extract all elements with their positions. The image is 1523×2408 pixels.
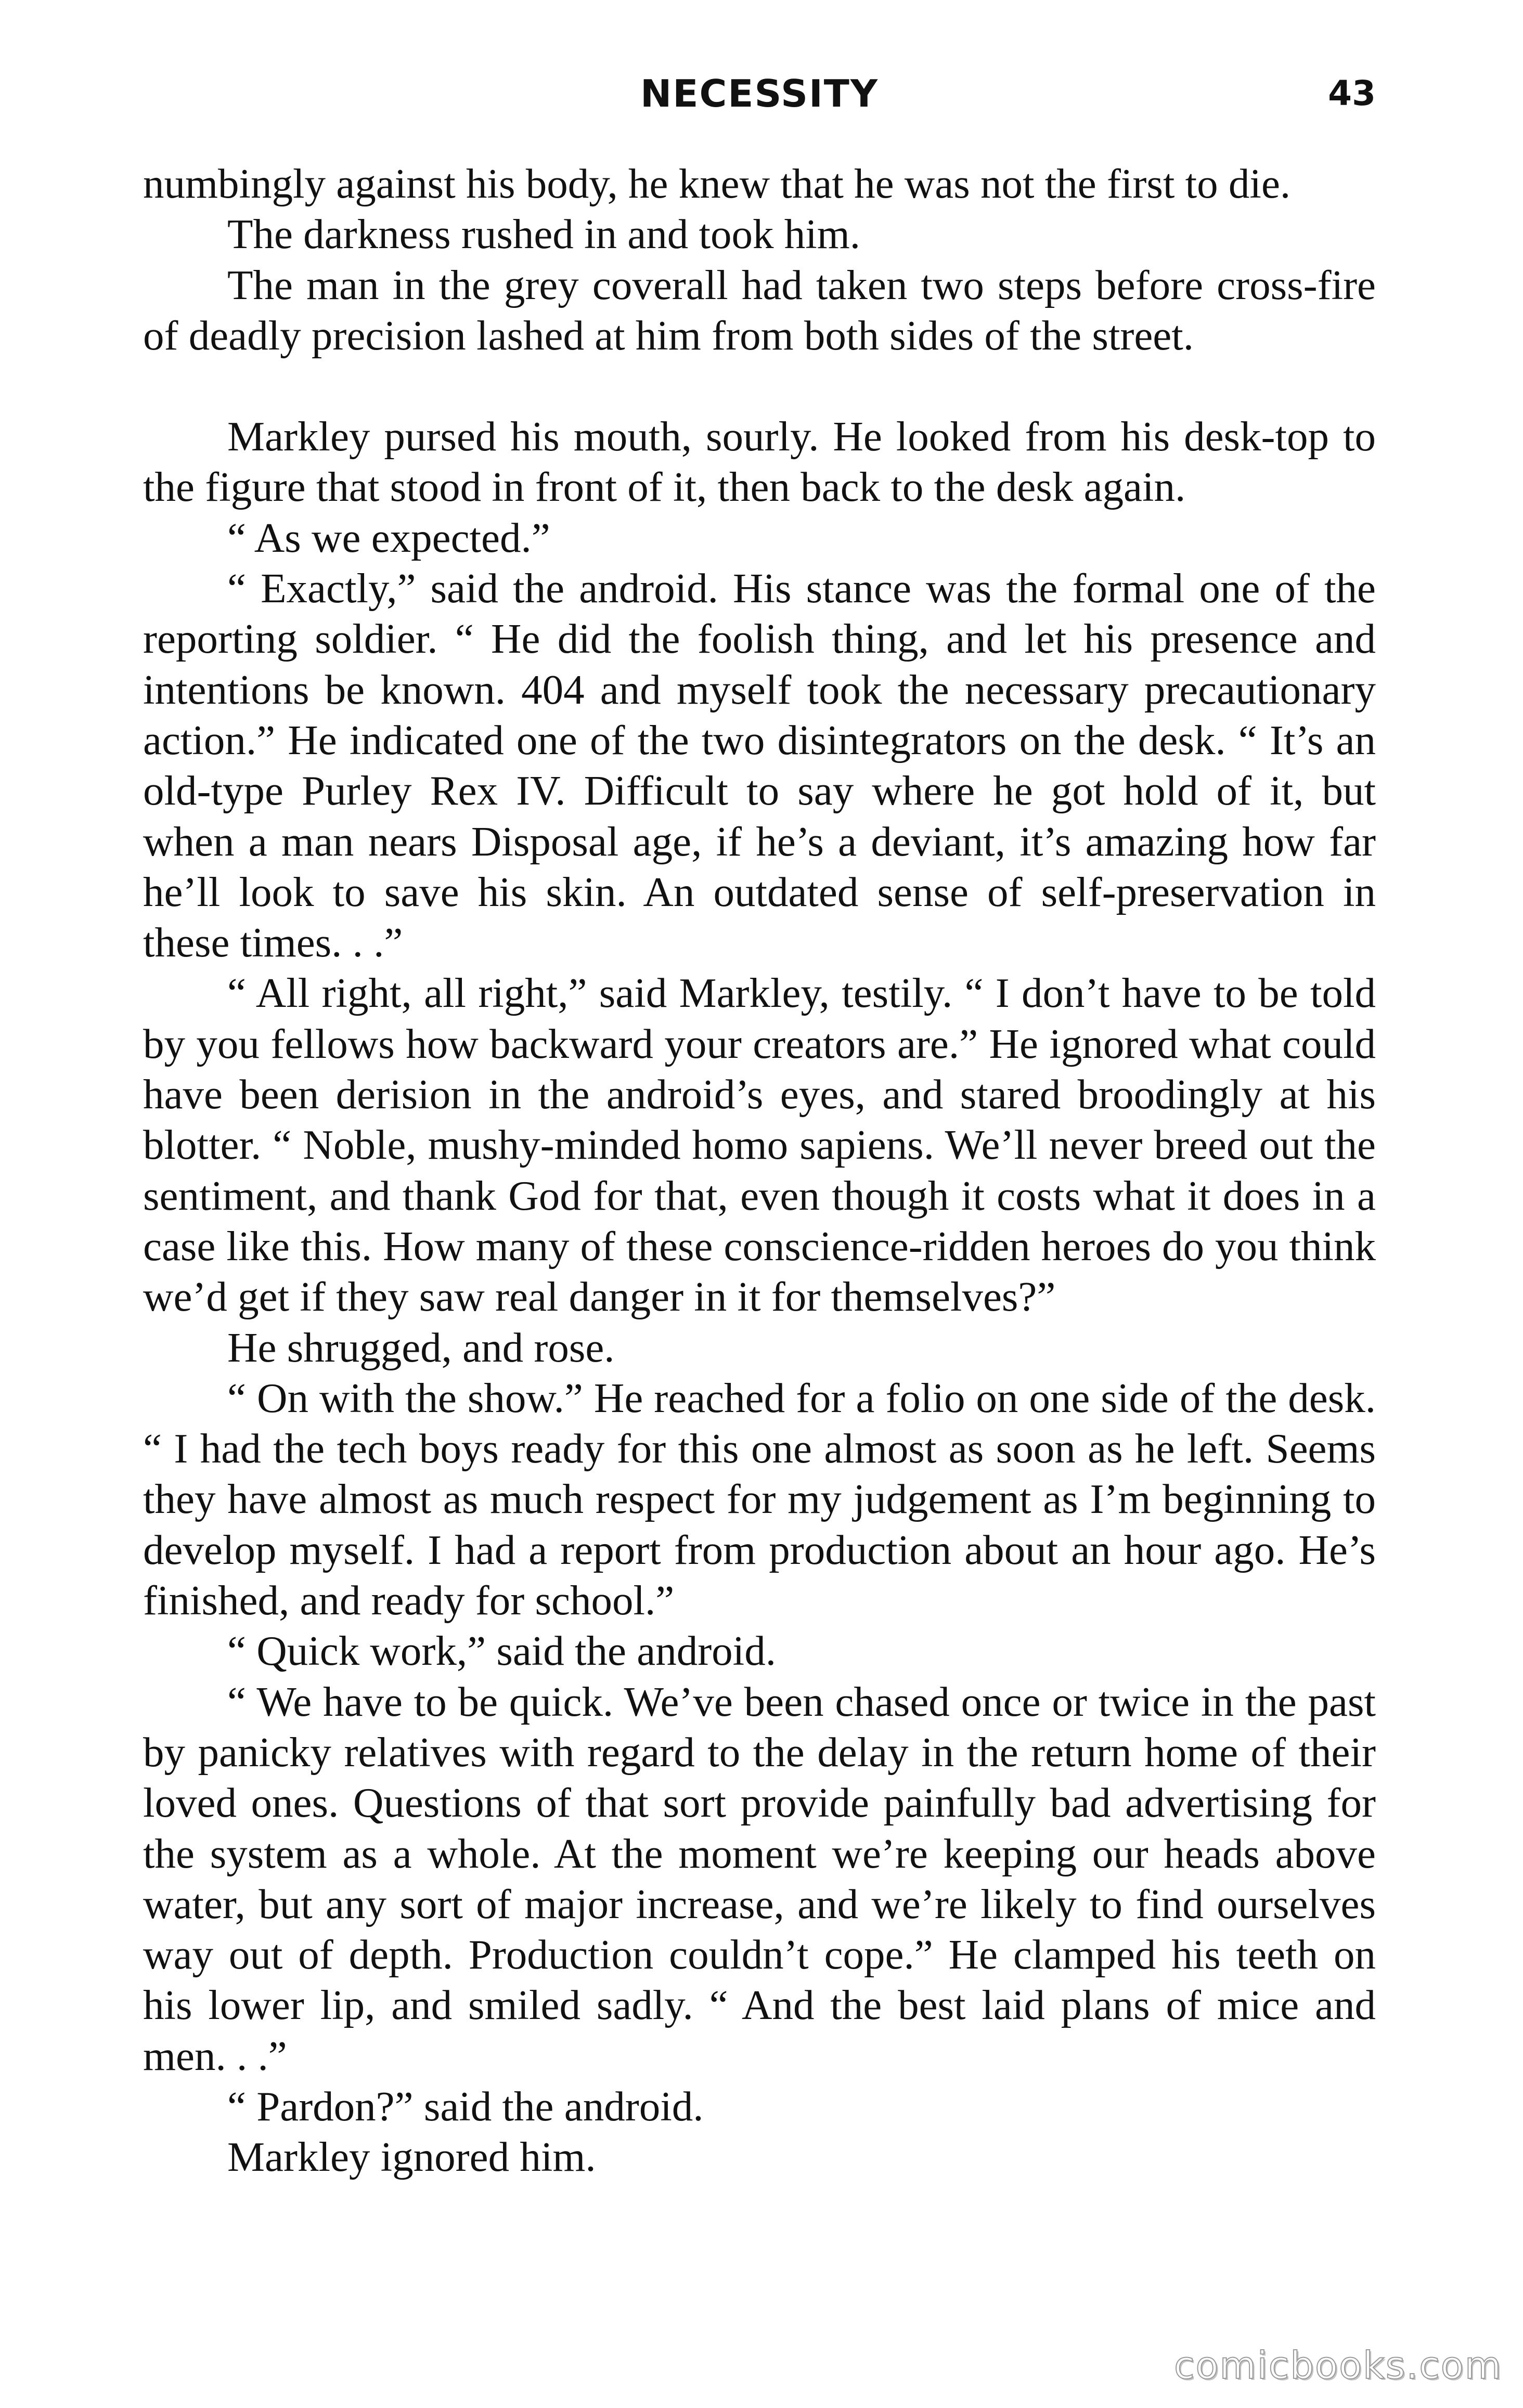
paragraph: “ On with the show.” He reached for a folio on one side of the desk. “ I had the tech boys ready for this one almost as soon as he left. Seems they have almost as much respect for my judgement as I’m beginning to develop myself. I had a report from production about an hour ago. He’s finished, and ready for school.” [143, 1374, 1376, 1624]
paragraph: The darkness rushed in and took him. [227, 211, 861, 258]
paragraph: Markley ignored him. [227, 2133, 596, 2181]
running-head [143, 65, 1376, 122]
paragraph: He shrugged, and rose. [227, 1324, 615, 1371]
paragraph: numbingly against his body, he knew that he was not the first to die. [143, 160, 1291, 207]
watermark: comicbooks.com [1173, 2344, 1502, 2387]
page-number: 43 [1328, 73, 1376, 113]
chapter-title: NECESSITY [640, 72, 879, 115]
paragraph: “ Quick work,” said the android. [227, 1627, 776, 1675]
paragraph: “ We have to be quick. We’ve been chased once or twice in the past by panicky relatives with regard to the delay in the return home of their loved ones. Questions of that sort provide painfully bad advertising for the system as a whole. At the moment we’re keeping our heads above water, but any sort of major increase, and we’re likely to find ourselves way out of depth. Production couldn’t cope.” He clamped his teeth on his lower lip, and smiled sadly. “ And the best laid plans of mice and men. . .” [143, 1678, 1376, 2079]
paragraph: “ Pardon?” said the android. [227, 2082, 704, 2130]
paragraph: Markley pursed his mouth, sourly. He looked from his desk-top to the figure that stood in front of it, then back to the desk again. [143, 413, 1376, 511]
paragraph: The man in the grey coverall had taken two steps before cross-fire of deadly precision lashed at him from both sides of the street. [143, 261, 1376, 359]
paragraph: “ All right, all right,” said Markley, testily. “ I don’t have to be told by you fellows how backward your creators are.” He ignored what could have been derision in the android’s eyes, and stared broodingly at his blotter. “ Noble, mushy-minded homo sapiens. We’ll never breed out the sentiment, and thank God for that, even though it costs what it does in a case like this. How many of these conscience-ridden heroes do you think we’d get if they saw real danger in it for themselves?” [143, 969, 1376, 1320]
paragraph: “ As we expected.” [227, 514, 550, 561]
body-text [143, 159, 1376, 2183]
paragraph: “ Exactly,” said the android. His stance was the formal one of the reporting soldier. “ He did the foolish thing, and let his presence and intentions be known. 404 and myself took the necessary precautionary action.” He indicated one of the two disintegrators on the desk. “ It’s an old-type Purley Rex IV. Difficult to say where he got hold of it, but when a man nears Disposal age, if he’s a deviant, it’s amazing how far he’ll look to save his skin. An outdated sense of self-preservation in these times. . .” [143, 565, 1376, 966]
